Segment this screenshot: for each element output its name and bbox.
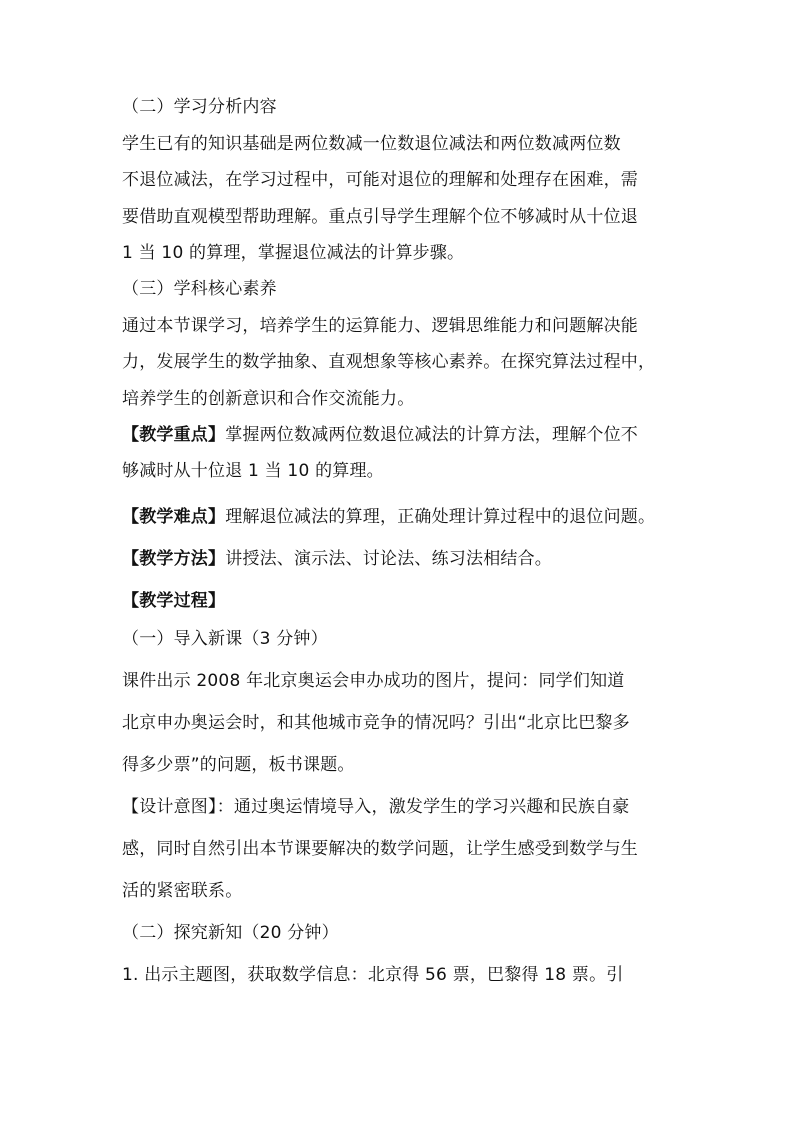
- method-line: [122, 548, 552, 570]
- paragraph-line: 1 当 10 的算理，掌握退位减法的计算步骤。: [122, 243, 465, 263]
- paragraph-line: 不退位减法，在学习过程中，可能对退位的理解和处理存在困难，需: [122, 170, 638, 190]
- paragraph-line: 够减时从十位退 1 当 10 的算理。: [122, 461, 384, 481]
- key-point-text: 掌握两位数减两位数退位减法的计算方法，理解个位不: [225, 425, 639, 445]
- paragraph-line: 感，同时自然引出本节课要解决的数学问题，让学生感受到数学与生: [122, 839, 638, 859]
- difficulty-text: 理解退位减法的算理，正确处理计算过程中的退位问题。: [225, 507, 656, 527]
- design-intent-line: 【设计意图】：通过奥运情境导入，激发学生的学习兴趣和民族自豪: [122, 797, 630, 817]
- section-heading-learning-analysis: （二）学习分析内容: [122, 97, 277, 117]
- key-point-line: [122, 424, 638, 446]
- paragraph-line: 北京申办奥运会时，和其他城市竞争的情况吗？引出“北京比巴黎多: [122, 713, 630, 733]
- paragraph-line: 课件出示 2008 年北京奥运会申办成功的图片，提问：同学们知道: [122, 671, 625, 691]
- subheading-explore: （二）探究新知（20 分钟）: [122, 923, 339, 943]
- paragraph-line: 培养学生的创新意识和合作交流能力。: [122, 389, 415, 409]
- paragraph-line: 得多少票”的问题，板书课题。: [122, 755, 355, 775]
- section-heading-core-literacy: （三）学科核心素养: [122, 279, 277, 299]
- method-label: 【教学方法】: [122, 549, 226, 569]
- key-point-label: 【教学重点】: [122, 425, 226, 445]
- subheading-introduction: （一）导入新课（3 分钟）: [122, 629, 328, 649]
- paragraph-line: 力，发展学生的数学抽象、直观想象等核心素养。在探究算法过程中，: [122, 352, 656, 372]
- paragraph-line: 1. 出示主题图，获取数学信息：北京得 56 票，巴黎得 18 票。引: [122, 965, 624, 985]
- paragraph-line: 要借助直观模型帮助理解。重点引导学生理解个位不够减时从十位退: [122, 207, 638, 227]
- paragraph-line: 通过本节课学习，培养学生的运算能力、逻辑思维能力和问题解决能: [122, 316, 638, 336]
- paragraph-line: 学生已有的知识基础是两位数减一位数退位减法和两位数减两位数: [122, 134, 621, 154]
- section-heading-teaching-process: 【教学过程】: [122, 591, 226, 611]
- difficulty-line: [122, 506, 655, 528]
- paragraph-line: 活的紧密联系。: [122, 881, 243, 901]
- method-text: 讲授法、演示法、讨论法、练习法相结合。: [225, 549, 553, 569]
- difficulty-label: 【教学难点】: [122, 507, 226, 527]
